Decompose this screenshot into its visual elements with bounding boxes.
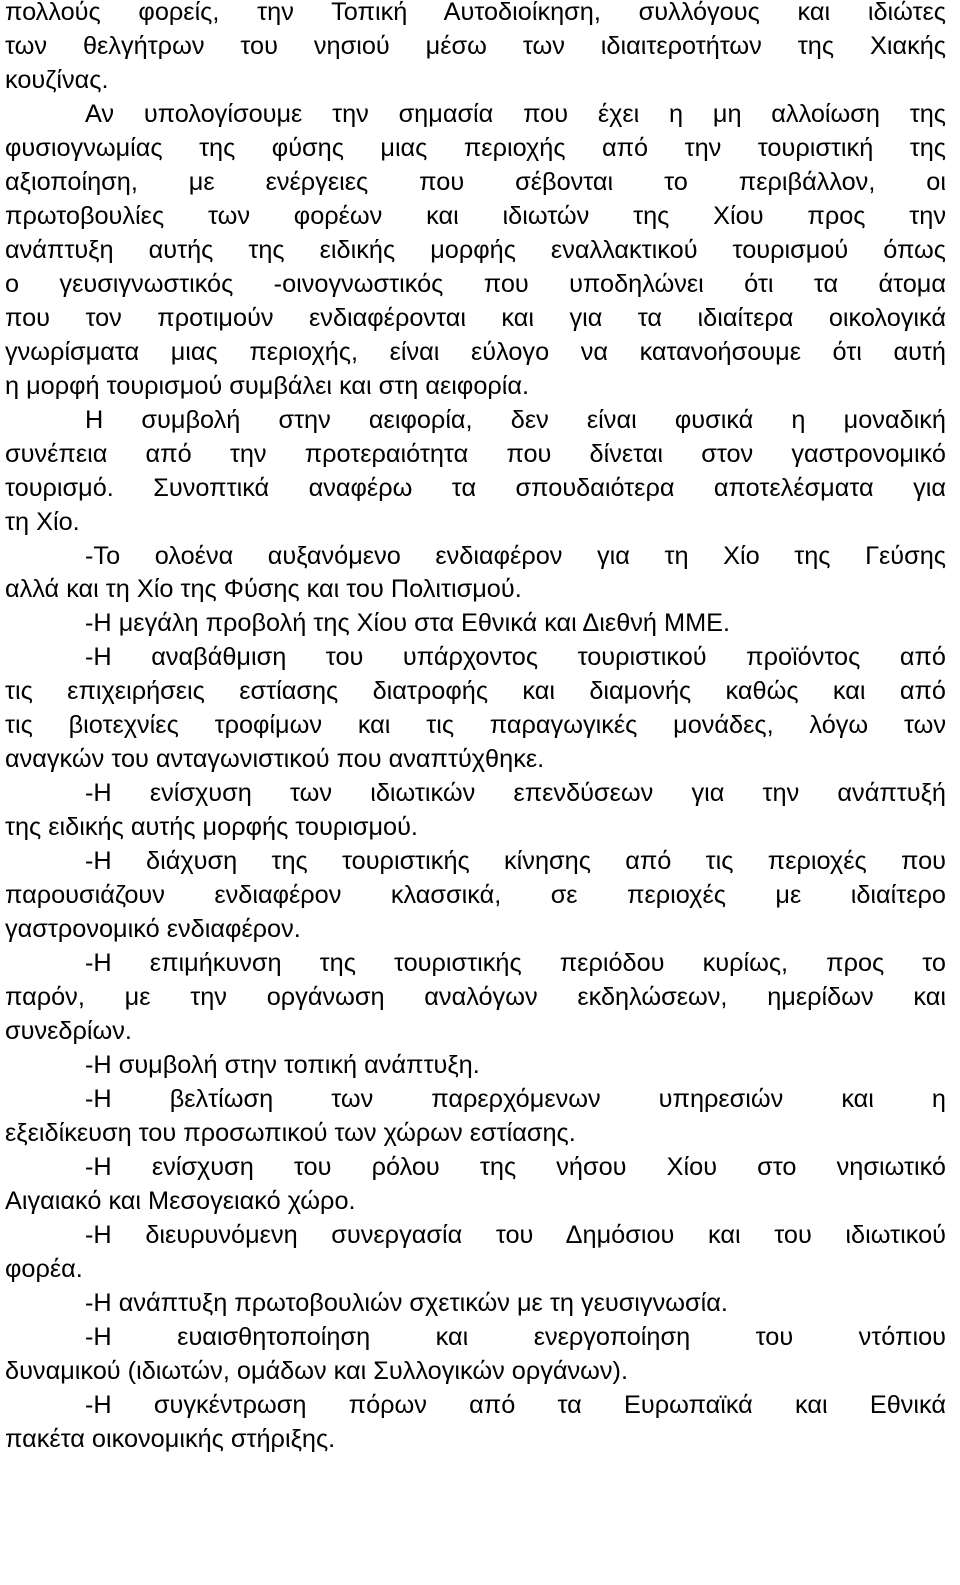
text-line: -Η επιμήκυνση της τουριστικής περιόδου κυρίως, προς το bbox=[85, 949, 946, 978]
text-line: φυσιογνωμίας της φύσης μιας περιοχής από την τουριστική της bbox=[5, 133, 946, 162]
text-line: Αν υπολογίσουμε την σημασία που έχει η μη αλλοίωση της bbox=[85, 99, 946, 128]
text-line: -Η ενίσχυση των ιδιωτικών επενδύσεων για την ανάπτυξή bbox=[85, 779, 946, 808]
text-line: αξιοποίηση, με ενέργειες που σέβονται το περιβάλλον, οι bbox=[5, 167, 946, 196]
text-line: -Η διευρυνόμενη συνεργασία του Δημόσιου και του ιδιωτικού bbox=[85, 1220, 946, 1249]
text-line: -Η αναβάθμιση του υπάρχοντος τουριστικού προϊόντος από bbox=[85, 643, 946, 672]
text-line: των θελγήτρων του νησιού μέσω των ιδιαιτεροτήτων της Χιακής bbox=[5, 31, 946, 60]
text-line: -Η διάχυση της τουριστικής κίνησης από τις περιοχές που bbox=[85, 847, 946, 876]
text-line: κουζίνας. bbox=[5, 65, 109, 94]
text-line: η μορφή τουρισμού συμβάλει και στη αειφορία. bbox=[5, 371, 530, 400]
text-line: -Η συγκέντρωση πόρων από τα Ευρωπαϊκά και Εθνικά bbox=[85, 1390, 946, 1419]
text-line: -Η ανάπτυξη πρωτοβουλιών σχετικών με τη γευσιγνωσία. bbox=[85, 1288, 728, 1317]
text-line: πρωτοβουλίες των φορέων και ιδιωτών της Χίου προς την bbox=[5, 201, 946, 230]
text-line: φορέα. bbox=[5, 1254, 83, 1283]
text-line: ο γευσιγνωστικός -οινογνωστικός που υποδηλώνει ότι τα άτομα bbox=[5, 269, 946, 298]
text-line: τις επιχειρήσεις εστίασης διατροφής και διαμονής καθώς και από bbox=[5, 677, 946, 706]
text-line: τη Χίο. bbox=[5, 507, 80, 536]
text-line: συνεδρίων. bbox=[5, 1017, 132, 1046]
text-line: παρουσιάζουν ενδιαφέρον κλασσικά, σε περιοχές με ιδιαίτερο bbox=[5, 881, 946, 910]
text-line: παρόν, με την οργάνωση αναλόγων εκδηλώσεων, ημερίδων και bbox=[5, 983, 946, 1012]
text-line: της ειδικής αυτής μορφής τουρισμού. bbox=[5, 813, 418, 842]
text-line: -Το ολοένα αυξανόμενο ενδιαφέρον για τη Χίο της Γεύσης bbox=[85, 541, 946, 570]
text-line: τουρισμό. Συνοπτικά αναφέρω τα σπουδαιότερα αποτελέσματα για bbox=[5, 473, 946, 502]
text-line: συνέπεια από την προτεραιότητα που δίνεται στον γαστρονομικό bbox=[5, 439, 946, 468]
text-line: πακέτα οικονομικής στήριξης. bbox=[5, 1424, 336, 1453]
text-line: -Η συμβολή στην τοπική ανάπτυξη. bbox=[85, 1051, 480, 1080]
text-line: -Η ενίσχυση του ρόλου της νήσου Χίου στο νησιωτικό bbox=[85, 1152, 946, 1181]
text-line: εξειδίκευση του προσωπικού των χώρων εστίασης. bbox=[5, 1118, 576, 1147]
text-line: αναγκών του ανταγωνιστικού που αναπτύχθηκε. bbox=[5, 745, 545, 774]
text-line: -Η ευαισθητοποίηση και ενεργοποίηση του ντόπιου bbox=[85, 1322, 946, 1351]
text-line: -Η βελτίωση των παρερχόμενων υπηρεσιών και η bbox=[85, 1085, 946, 1113]
text-line: Η συμβολή στην αειφορία, δεν είναι φυσικά η μοναδική bbox=[85, 405, 946, 434]
text-line: γαστρονομικό ενδιαφέρον. bbox=[5, 915, 301, 944]
text-line: γνωρίσματα μιας περιοχής, είναι εύλογο να κατανοήσουμε ότι αυτή bbox=[5, 337, 946, 366]
text-line: τις βιοτεχνίες τροφίμων και τις παραγωγικές μονάδες, λόγω των bbox=[5, 711, 946, 740]
text-line: που τον προτιμούν ενδιαφέρονται και για τα ιδιαίτερα οικολογικά bbox=[5, 303, 946, 332]
text-line: πολλούς φορείς, την Τοπική Αυτοδιοίκηση, συλλόγους και ιδιώτες bbox=[5, 0, 946, 26]
text-line: αλλά και τη Χίο της Φύσης και του Πολιτισμού. bbox=[5, 575, 522, 604]
document-page bbox=[5, 0, 946, 1457]
text-line: Αιγαιακό και Μεσογειακό χώρο. bbox=[5, 1186, 356, 1215]
text-line: -Η μεγάλη προβολή της Χίου στα Εθνικά και Διεθνή ΜΜΕ. bbox=[85, 609, 731, 638]
text-line: δυναμικού (ιδιωτών, ομάδων και Συλλογικών οργάνων). bbox=[5, 1356, 628, 1385]
text-line: ανάπτυξη αυτής της ειδικής μορφής εναλλακτικού τουρισμού όπως bbox=[5, 235, 946, 264]
